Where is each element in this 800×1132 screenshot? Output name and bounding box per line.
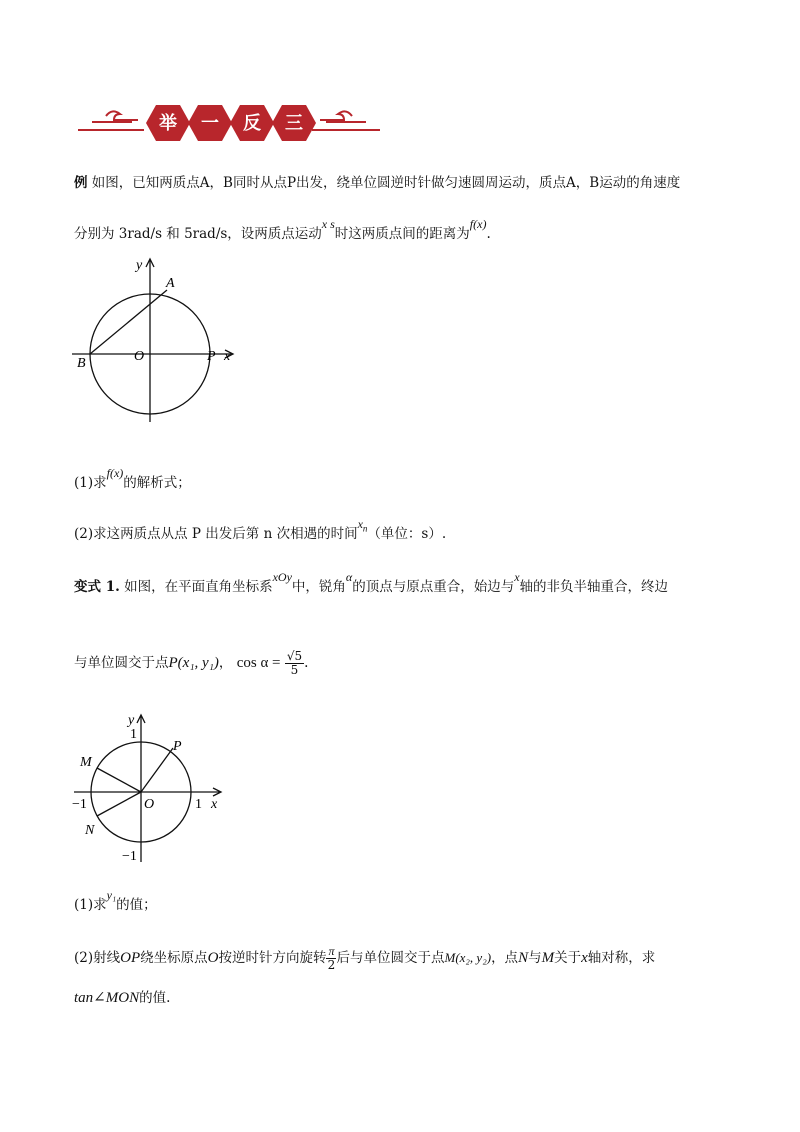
vq1-prefix: (1)求 bbox=[74, 897, 107, 913]
fig2-label-o: O bbox=[144, 797, 155, 812]
banner-char-1: 举 bbox=[159, 113, 177, 134]
fig2-label-n: N bbox=[85, 823, 95, 838]
example-text-2b: 时这两质点间的距离为 bbox=[334, 226, 470, 242]
banner-char-4: 三 bbox=[285, 113, 303, 134]
q2-prefix: (2)求这两质点从点 P 出发后第 n 次相遇的时间 bbox=[74, 526, 358, 542]
vq1-variable: y₁ bbox=[106, 888, 117, 902]
variant-question-2-cont bbox=[74, 986, 170, 1007]
figure-2-unit-circle bbox=[70, 712, 230, 866]
variant-line-2 bbox=[74, 650, 308, 677]
origin-o: O bbox=[207, 950, 219, 966]
distance-function: f(x) bbox=[469, 217, 487, 231]
vq2-text-d: 后与单位圆交于点 bbox=[336, 950, 445, 966]
fig1-label-b: B bbox=[77, 356, 86, 371]
fig1-label-x: x bbox=[224, 349, 231, 364]
fig2-label-m: M bbox=[80, 755, 92, 770]
cos-alpha: cos α = bbox=[236, 655, 281, 671]
vq1-suffix: 的值； bbox=[116, 897, 157, 913]
example-question-2 bbox=[74, 517, 447, 543]
ray-on bbox=[97, 792, 141, 816]
fig2-label-one-top: 1 bbox=[130, 727, 137, 742]
fig2-label-neg-one-left: −1 bbox=[72, 797, 87, 812]
example-label: 例 bbox=[74, 175, 88, 191]
q1-suffix: 的解析式； bbox=[123, 475, 191, 491]
fraction-sqrt5-over-5: $\frac{√5}{5}$ bbox=[286, 649, 303, 677]
fig1-label-p: P bbox=[207, 349, 216, 364]
ray-op-text: OP bbox=[120, 950, 141, 966]
variant-question-2 bbox=[74, 945, 655, 972]
fig2-label-y: y bbox=[128, 713, 135, 728]
vq2-text-h: 轴对称，求 bbox=[587, 950, 656, 966]
axis-x-2: x bbox=[581, 950, 588, 966]
example-text-2a: 分别为 3rad/s 和 5rad/s，设两质点运动 bbox=[74, 226, 322, 242]
coordinate-system: xOy bbox=[272, 570, 292, 584]
q1-prefix: (1)求 bbox=[74, 475, 107, 491]
example-line-2 bbox=[74, 217, 491, 242]
tan-mon: tan∠MON bbox=[74, 990, 140, 1006]
fig2-label-x: x bbox=[211, 797, 218, 812]
fraction-pi-over-2: $\frac{\pi}{2}$ bbox=[327, 944, 336, 972]
period: . bbox=[304, 655, 309, 671]
variant-text-1a: 如图，在平面直角坐标系 bbox=[124, 579, 273, 595]
comma: ， bbox=[218, 655, 233, 671]
vq2-text-e: ，点 bbox=[491, 950, 519, 966]
time-variable: x s bbox=[321, 217, 335, 231]
q2-variable: $x_n$ bbox=[357, 517, 368, 534]
figure-1-unit-circle bbox=[72, 254, 248, 426]
chord-ab bbox=[90, 290, 167, 354]
point-n: N bbox=[518, 950, 529, 966]
vq2-text-f: 与 bbox=[528, 950, 542, 966]
q2-suffix: （单位：s）. bbox=[367, 526, 447, 542]
example-line-1 bbox=[74, 171, 680, 191]
banner-char-3: 反 bbox=[243, 113, 261, 134]
variant-question-1 bbox=[74, 888, 157, 913]
point-p: P(x₁, y₁) bbox=[168, 655, 219, 671]
point-m-2: M bbox=[541, 950, 555, 966]
variant-text-2a: 与单位圆交于点 bbox=[74, 655, 169, 671]
variant-line-1 bbox=[74, 570, 669, 595]
variant-label: 变式 1. bbox=[74, 579, 120, 595]
vq2-prefix: (2)射线 bbox=[74, 950, 121, 966]
ray-om bbox=[97, 768, 141, 792]
section-banner bbox=[76, 98, 382, 148]
fig1-label-y: y bbox=[136, 258, 143, 273]
vq2-text-i: 的值. bbox=[139, 990, 171, 1006]
fig2-label-one-right: 1 bbox=[195, 797, 202, 812]
fig2-label-neg-one-bottom: −1 bbox=[122, 849, 137, 864]
variant-text-1c: 的顶点与原点重合，始边与 bbox=[352, 579, 515, 595]
fig2-label-p: P bbox=[173, 739, 182, 754]
banner-char-2: 一 bbox=[201, 113, 219, 134]
example-text-1: 如图，已知两质点A，B同时从点P出发，绕单位圆逆时针做匀速圆周运动，质点A，B运动的角速度 bbox=[91, 175, 681, 191]
example-question-1 bbox=[74, 466, 191, 491]
fig1-label-o: O bbox=[134, 349, 145, 364]
variant-text-1b: 中，锐角 bbox=[291, 579, 346, 595]
axis-x: x bbox=[514, 570, 520, 584]
point-m: M(x₂, y₂) bbox=[444, 950, 492, 965]
angle-alpha: α bbox=[345, 570, 353, 584]
q1-function: f(x) bbox=[106, 466, 124, 480]
ray-op bbox=[141, 748, 173, 792]
variant-text-1d: 轴的非负半轴重合，终边 bbox=[519, 579, 669, 595]
fig1-label-a: A bbox=[166, 276, 175, 291]
vq2-text-g: 关于 bbox=[554, 950, 582, 966]
vq2-text-c: 按逆时针方向旋转 bbox=[218, 950, 327, 966]
example-text-2-end: . bbox=[486, 226, 491, 242]
vq2-text-b: 绕坐标原点 bbox=[140, 950, 208, 966]
